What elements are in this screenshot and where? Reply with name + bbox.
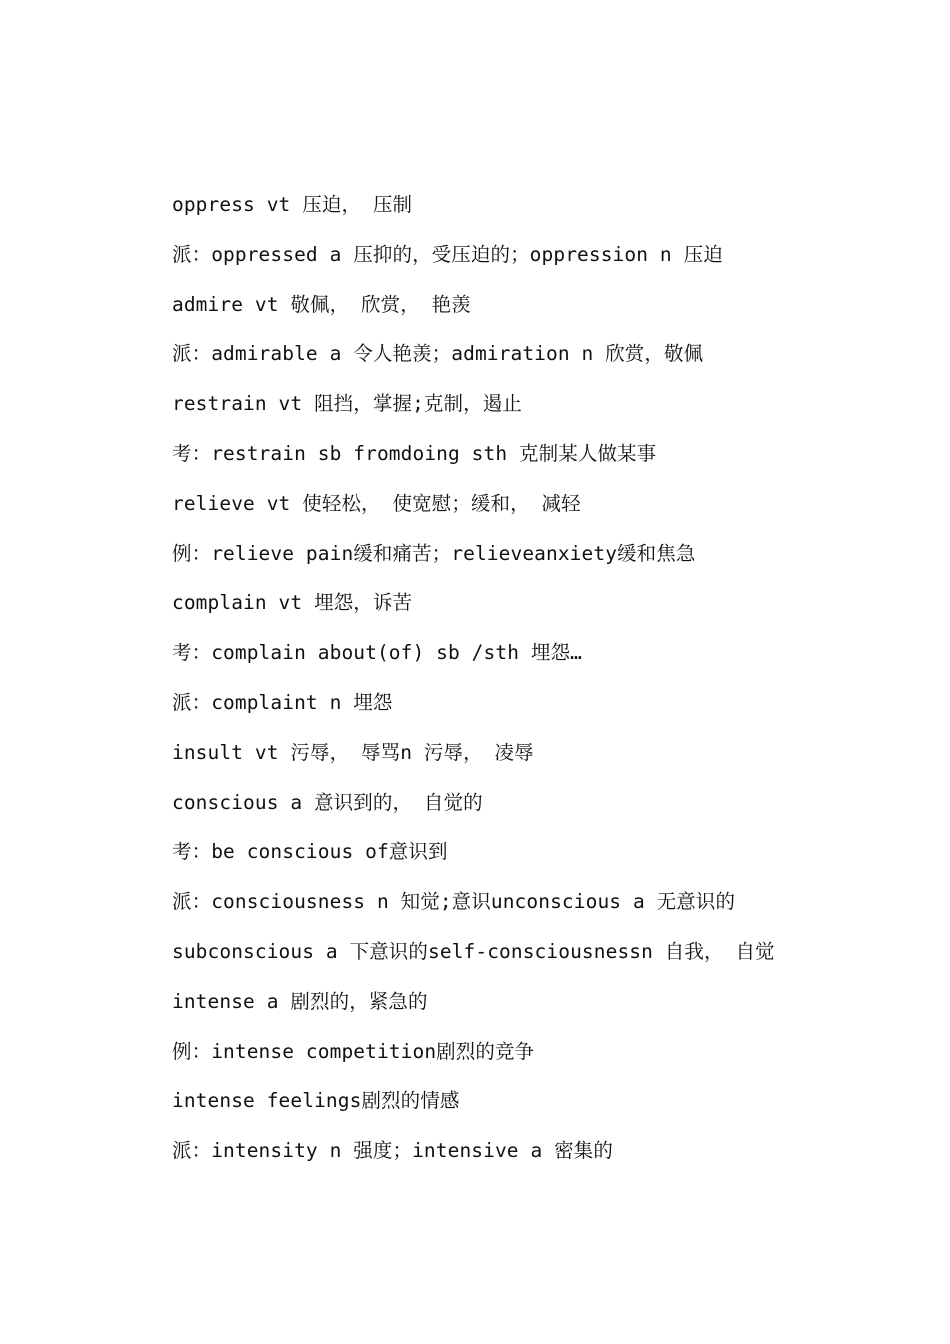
derivation-admire: 派：admirable a 令人艳羡；admiration n 欣赏，敬佩 (172, 342, 704, 366)
entry-complain: complain vt 埋怨，诉苦 (172, 591, 413, 615)
derivation-conscious: 派：consciousness n 知觉;意识unconscious a 无意识的 (172, 890, 736, 914)
usage-restrain: 考：restrain sb fromdoing sth 克制某人做某事 (172, 441, 657, 465)
example-relieve: 例：relieve pain缓和痛苦；relieveanxiety缓和焦急 (172, 541, 696, 565)
entry-oppress: oppress vt 压迫， 压制 (172, 193, 413, 216)
entry-intense: intense a 剧烈的，紧急的 (172, 989, 428, 1013)
entry-conscious: conscious a 意识到的， 自觉的 (172, 790, 483, 814)
usage-conscious: 考：be conscious of意识到 (172, 840, 448, 864)
entry-relieve: relieve vt 使轻松， 使宽慰；缓和， 减轻 (172, 491, 581, 515)
usage-complain: 考：complain about(of) sb /sth 埋怨… (172, 641, 582, 665)
entry-admire: admire vt 敬佩， 欣赏， 艳羡 (172, 292, 471, 316)
derivation-intense: 派：intensity n 强度；intensive a 密集的 (172, 1139, 613, 1163)
example-intense-competition: 例：intense competition剧烈的竞争 (172, 1039, 535, 1063)
example-intense-feelings: intense feelings剧烈的情感 (172, 1089, 460, 1113)
derivation-complain: 派：complaint n 埋怨 (172, 690, 393, 714)
derivation-subconscious: subconscious a 下意识的self-consciousnessn 自我， 自觉 (172, 939, 775, 963)
entry-insult: insult vt 污辱， 辱骂n 污辱， 凌辱 (172, 740, 534, 764)
derivation-oppress: 派：oppressed a 压抑的，受压迫的；oppression n 压迫 (172, 242, 723, 266)
entry-restrain: restrain vt 阻挡，掌握;克制，遏止 (172, 392, 522, 416)
vocabulary-list (172, 190, 912, 1186)
